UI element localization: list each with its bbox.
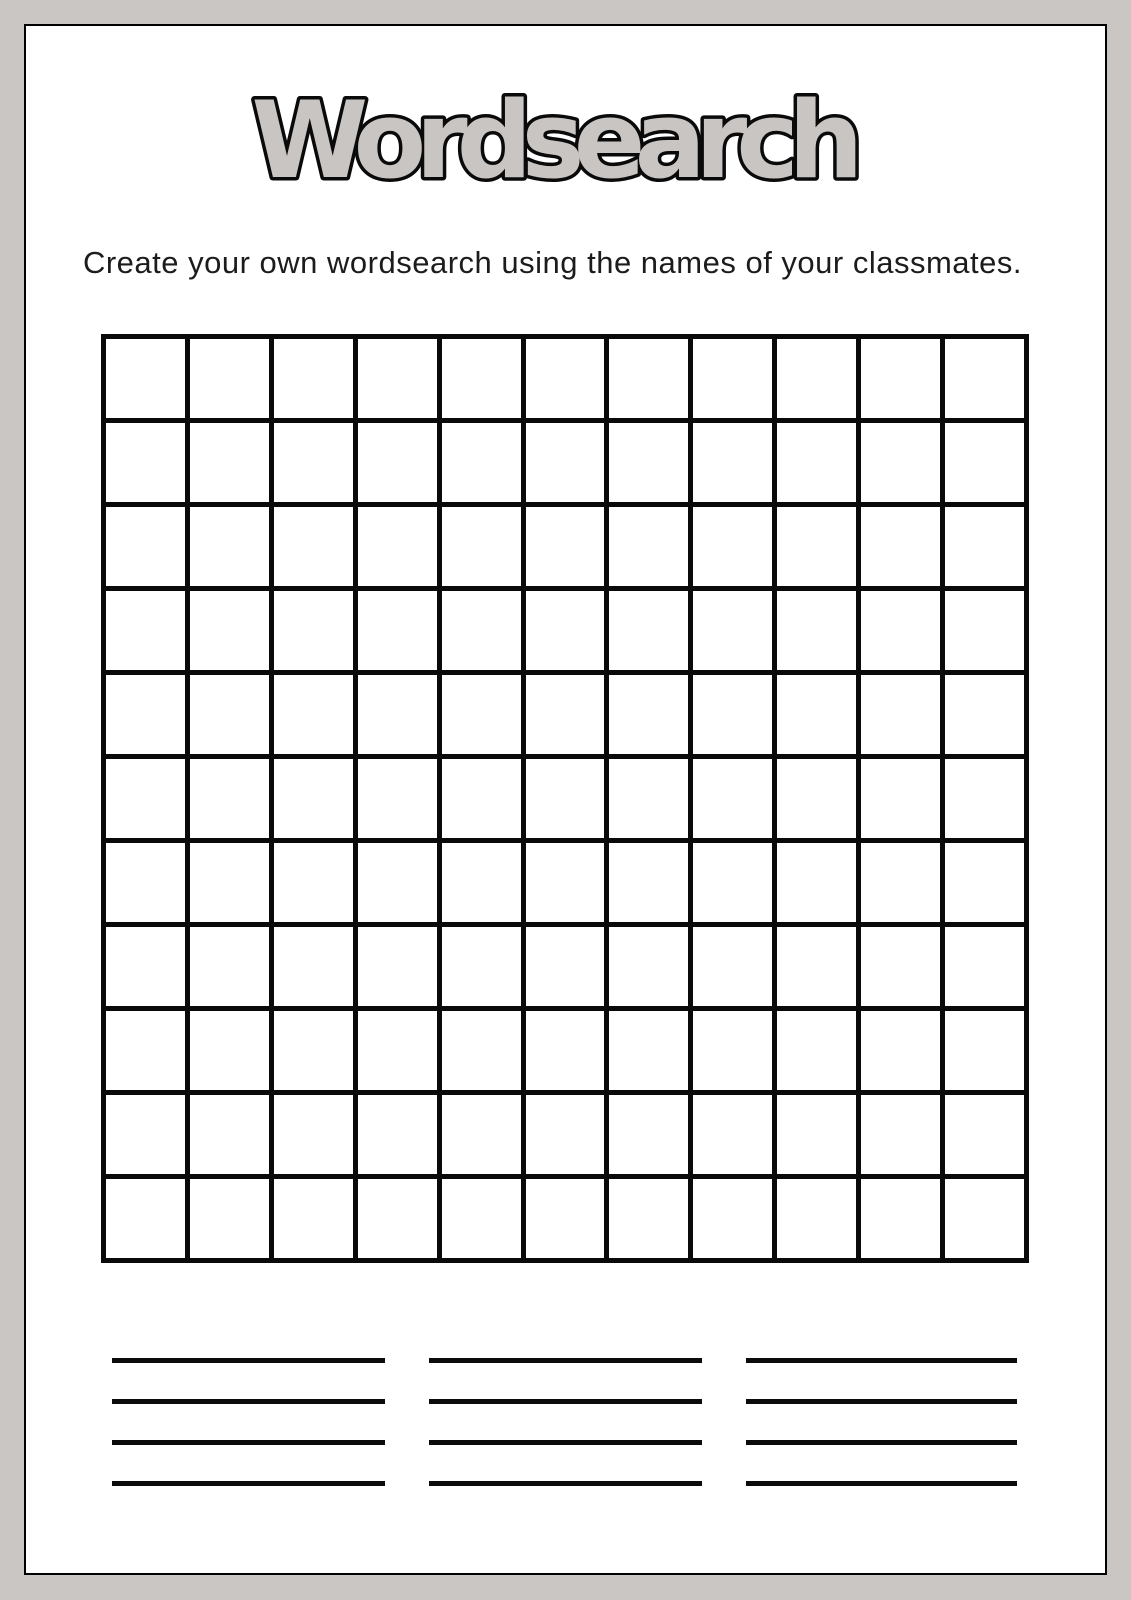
grid-cell: [861, 927, 940, 1006]
grid-cell: [190, 1095, 269, 1174]
grid-cell: [358, 423, 437, 502]
title-outline-art: [26, 82, 1079, 222]
grid-cell: [106, 843, 185, 922]
word-line-group: [746, 1358, 1017, 1486]
word-line: [112, 1481, 385, 1486]
grid-cell: [358, 1011, 437, 1090]
grid-cell: [609, 591, 688, 670]
grid-cell: [777, 591, 856, 670]
grid-cell: [609, 759, 688, 838]
grid-cell: [526, 675, 605, 754]
grid-cell: [274, 675, 353, 754]
grid-cell: [693, 675, 772, 754]
grid-cell: [358, 339, 437, 418]
grid-cell: [945, 1011, 1024, 1090]
grid-cell: [609, 507, 688, 586]
grid-cell: [358, 843, 437, 922]
grid-cell: [274, 1095, 353, 1174]
grid-cell: [693, 591, 772, 670]
word-lines: [112, 1358, 1017, 1486]
grid-cell: [861, 1011, 940, 1090]
word-line: [112, 1440, 385, 1445]
grid-cell: [861, 423, 940, 502]
grid-cell: [945, 507, 1024, 586]
grid-cell: [274, 507, 353, 586]
grid-cell: [190, 1179, 269, 1258]
grid-cell: [777, 1179, 856, 1258]
wordsearch-grid: [101, 334, 1029, 1263]
grid-cell: [274, 927, 353, 1006]
grid-cell: [442, 1095, 521, 1174]
grid-cell: [358, 675, 437, 754]
grid-cell: [609, 1179, 688, 1258]
grid-cell: [526, 843, 605, 922]
grid-cell: [861, 1095, 940, 1174]
grid-cell: [274, 759, 353, 838]
word-line: [746, 1399, 1017, 1404]
grid-cell: [945, 927, 1024, 1006]
grid-cell: [442, 1011, 521, 1090]
grid-cell: [442, 843, 521, 922]
grid-cell: [358, 1095, 437, 1174]
grid-cell: [693, 843, 772, 922]
grid-cell: [861, 1179, 940, 1258]
grid-cell: [609, 339, 688, 418]
grid-cell: [106, 507, 185, 586]
grid-cell: [190, 507, 269, 586]
grid-cell: [526, 339, 605, 418]
grid-cell: [693, 759, 772, 838]
grid-cell: [274, 1179, 353, 1258]
grid-cell: [358, 591, 437, 670]
grid-cell: [442, 675, 521, 754]
grid-cell: [526, 1095, 605, 1174]
grid-cell: [526, 591, 605, 670]
grid-cell: [861, 591, 940, 670]
grid-cell: [442, 423, 521, 502]
word-line: [429, 1399, 702, 1404]
grid-cell: [274, 591, 353, 670]
grid-cell: [609, 675, 688, 754]
word-line: [746, 1358, 1017, 1363]
grid-cell: [106, 1179, 185, 1258]
grid-cell: [693, 339, 772, 418]
grid-cell: [945, 591, 1024, 670]
grid-cell: [190, 339, 269, 418]
grid-cell: [106, 675, 185, 754]
grid-cell: [274, 339, 353, 418]
grid-cell: [777, 339, 856, 418]
grid-cell: [274, 1011, 353, 1090]
grid-cell: [861, 507, 940, 586]
word-line: [429, 1358, 702, 1363]
grid-cell: [861, 759, 940, 838]
word-line: [429, 1440, 702, 1445]
grid-cell: [609, 423, 688, 502]
grid-cell: [945, 1179, 1024, 1258]
grid-cell: [609, 1095, 688, 1174]
grid-cell: [861, 843, 940, 922]
grid-cell: [693, 1095, 772, 1174]
grid-cell: [693, 1011, 772, 1090]
grid-cell: [190, 423, 269, 502]
grid-cell: [526, 1179, 605, 1258]
grid-cell: [945, 675, 1024, 754]
grid-cell: [358, 507, 437, 586]
grid-cell: [609, 927, 688, 1006]
grid-cell: [358, 1179, 437, 1258]
grid-cell: [526, 423, 605, 502]
grid-cell: [106, 591, 185, 670]
grid-cell: [190, 759, 269, 838]
word-line: [112, 1399, 385, 1404]
word-line: [746, 1481, 1017, 1486]
grid-cell: [777, 1095, 856, 1174]
grid-cell: [777, 675, 856, 754]
grid-cell: [190, 591, 269, 670]
grid-cell: [274, 423, 353, 502]
grid-cell: [442, 759, 521, 838]
grid-cell: [442, 1179, 521, 1258]
grid-cell: [945, 843, 1024, 922]
grid-cell: [442, 507, 521, 586]
grid-cell: [358, 759, 437, 838]
word-line-group: [112, 1358, 385, 1486]
grid-cell: [693, 927, 772, 1006]
grid-cell: [106, 927, 185, 1006]
grid-cell: [945, 339, 1024, 418]
grid-cell: [945, 1095, 1024, 1174]
grid-cell: [442, 927, 521, 1006]
grid-cell: [777, 843, 856, 922]
grid-cell: [106, 1095, 185, 1174]
grid-cell: [190, 843, 269, 922]
grid-cell: [693, 507, 772, 586]
instruction-text: Create your own wordsearch using the names of your classmates.: [82, 245, 1023, 280]
grid-cell: [190, 1011, 269, 1090]
worksheet-page: [24, 24, 1107, 1575]
grid-cell: [777, 423, 856, 502]
word-line: [112, 1358, 385, 1363]
grid-cell: [777, 1011, 856, 1090]
grid-cell: [274, 843, 353, 922]
grid-cell: [777, 507, 856, 586]
grid-cell: [777, 927, 856, 1006]
grid-cell: [106, 759, 185, 838]
grid-cell: [442, 339, 521, 418]
grid-cell: [693, 423, 772, 502]
grid-cell: [609, 843, 688, 922]
grid-cell: [526, 927, 605, 1006]
grid-cell: [945, 423, 1024, 502]
grid-cell: [526, 1011, 605, 1090]
word-line: [429, 1481, 702, 1486]
grid-cell: [526, 759, 605, 838]
grid-cell: [358, 927, 437, 1006]
grid-cell: [777, 759, 856, 838]
grid-cell: [693, 1179, 772, 1258]
grid-cell: [861, 339, 940, 418]
grid-cell: [106, 339, 185, 418]
grid-cell: [526, 507, 605, 586]
grid-cell: [442, 591, 521, 670]
grid-cell: [945, 759, 1024, 838]
word-line: [746, 1440, 1017, 1445]
grid-cell: [861, 675, 940, 754]
page-title: Wordsearch: [251, 82, 853, 202]
grid-cell: [190, 927, 269, 1006]
word-line-group: [429, 1358, 702, 1486]
grid-cell: [609, 1011, 688, 1090]
grid-cell: [106, 1011, 185, 1090]
grid-cell: [106, 423, 185, 502]
grid-cell: [190, 675, 269, 754]
